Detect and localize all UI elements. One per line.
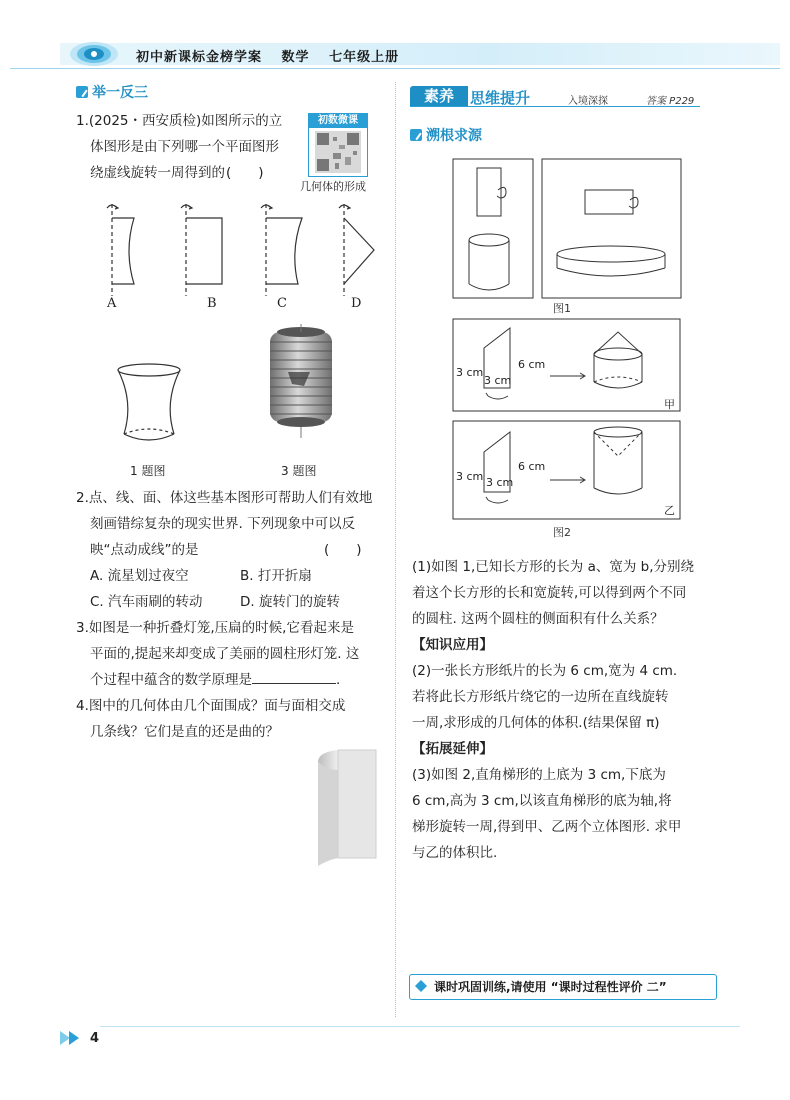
q4-line1: 4.图中的几何体由几个面围成？面与面相交成 [76, 698, 346, 714]
tag-knowledge-apply: 【知识应用】 [412, 637, 493, 653]
fig1-right-caption: 图1 [553, 302, 571, 315]
p1-line1: (1)如图 1,已知长方形的长为 a、宽为 b,分别绕 [412, 559, 695, 575]
q1-answer-paren: ( ) [226, 165, 264, 181]
p3-line2: 6 cm,高为 3 cm,以该直角梯形的底为轴,将 [412, 793, 672, 809]
lantern-figure [262, 324, 340, 440]
logo-icon [68, 40, 120, 68]
jia-dim-top: 3 cm [484, 374, 512, 387]
p2-line2: 若将此长方形纸片绕它的一边所在直线旋转 [412, 689, 669, 705]
p1-line2: 着这个长方形的长和宽旋转,可以得到两个不同 [412, 585, 687, 601]
tag-extension: 【拓展延伸】 [412, 741, 493, 757]
p3-line4: 与乙的体积比. [412, 845, 498, 861]
question-2 [76, 485, 388, 615]
question-4 [76, 693, 388, 745]
q1-line2: 体图形是由下列哪一个平面图形 [90, 139, 279, 155]
qr-caption: 几何体的形成 [300, 180, 366, 193]
yi-dim-bottom: 6 cm [518, 460, 546, 473]
q2-options-row1 [76, 563, 388, 589]
fig3-caption: 3 题图 [281, 464, 317, 478]
q2-option-a: A. 流星划过夜空 [90, 568, 189, 584]
header-grade: 七年级上册 [329, 50, 400, 65]
header-rule [10, 68, 780, 69]
q1-line1: 1.(2025・西安质检)如图所示的立 [76, 113, 283, 129]
pencil-icon [76, 86, 88, 98]
answer-reference: 答案 P229 [646, 96, 695, 107]
option-a-label: A [107, 296, 117, 311]
q1-line3: 绕虚线旋转一周得到的 ( ) [76, 160, 306, 186]
banner-sub: 思维提升 [470, 89, 531, 107]
section-title-right [410, 125, 482, 145]
q2-option-d: D. 旋转门的旋转 [240, 594, 340, 610]
q2-options-row2 [76, 589, 388, 615]
pencil-icon [410, 129, 422, 141]
q2-option-b: B. 打开折扇 [240, 568, 312, 584]
q4-line2: 几条线？它们是直的还是曲的？ [90, 724, 279, 740]
q3-answer-blank [252, 683, 336, 684]
q3-line2: 平面的,提起来却变成了美丽的圆柱形灯笼. 这 [90, 646, 360, 662]
p1-line3: 的圆柱. 这两个圆柱的侧面积有什么关系？ [412, 611, 664, 627]
p3-line3: 梯形旋转一周,得到甲、乙两个立体图形. 求甲 [412, 819, 682, 835]
column-divider [395, 82, 396, 1017]
q2-line2: 刻画错综复杂的现实世界. 下列现象中可以反 [90, 516, 356, 532]
right-problems [412, 554, 732, 866]
label-jia: 甲 [664, 398, 675, 411]
header-subject: 数学 [281, 50, 310, 65]
qr-panel[interactable] [308, 113, 368, 177]
banner-note: 入境深探 [568, 96, 608, 107]
section-title-left [76, 82, 148, 102]
section-banner [410, 86, 700, 108]
tip-text: 课时巩固训练,请使用 “课时过程性评价 二” [434, 980, 667, 994]
q2-answer-paren: ( ) [324, 542, 362, 558]
question-1 [76, 108, 306, 186]
section-title-text: 溯根求源 [426, 128, 482, 144]
header-series: 初中新课标金榜学案 [136, 50, 263, 65]
diamond-icon [415, 980, 427, 992]
option-b-label: B [207, 296, 217, 311]
p2-line1: (2)一张长方形纸片的长为 6 cm,宽为 4 cm. [412, 663, 678, 679]
qr-code-icon [315, 131, 361, 173]
fig2-yi [452, 420, 682, 520]
qr-title: 初数微课 [309, 114, 367, 128]
page-arrow-icon [60, 1030, 90, 1046]
fig1-right [452, 158, 682, 300]
p3-line1: (3)如图 2,直角梯形的上底为 3 cm,下底为 [412, 767, 666, 783]
q3-line1: 3.如图是一种折叠灯笼,压扁的时候,它看起来是 [76, 620, 354, 636]
q2-option-c: C. 汽车雨刷的转动 [90, 594, 203, 610]
yi-dim-height: 3 cm [456, 470, 484, 483]
question-3 [76, 615, 388, 693]
yi-dim-top: 3 cm [486, 476, 514, 489]
fig1-solid [112, 362, 186, 444]
label-yi: 乙 [664, 504, 675, 517]
footer-rule [100, 1026, 740, 1027]
option-d-label: D [351, 296, 362, 311]
q1-option-figures [90, 200, 380, 300]
q2-line3: 映“点动成线”的是 ( ) [76, 537, 388, 563]
section-title-text: 举一反三 [92, 85, 148, 101]
q2-line1: 2.点、线、面、体这些基本图形可帮助人们有效地 [76, 490, 373, 506]
jia-dim-bottom: 6 cm [518, 358, 546, 371]
q3-line3: 个过程中蕴含的数学原理是 . [90, 672, 341, 688]
header-title [136, 46, 413, 65]
fig2-jia [452, 318, 682, 412]
fig2-caption: 图2 [553, 526, 571, 539]
half-cylinder-figure [314, 748, 380, 870]
banner-main: 素养 [410, 86, 468, 106]
option-c-label: C [277, 296, 287, 311]
p2-line3: 一周,求形成的几何体的体积.(结果保留 π) [412, 715, 660, 731]
jia-dim-height: 3 cm [456, 366, 484, 379]
fig1-caption: 1 题图 [130, 464, 166, 478]
page-number: 4 [90, 1031, 100, 1046]
